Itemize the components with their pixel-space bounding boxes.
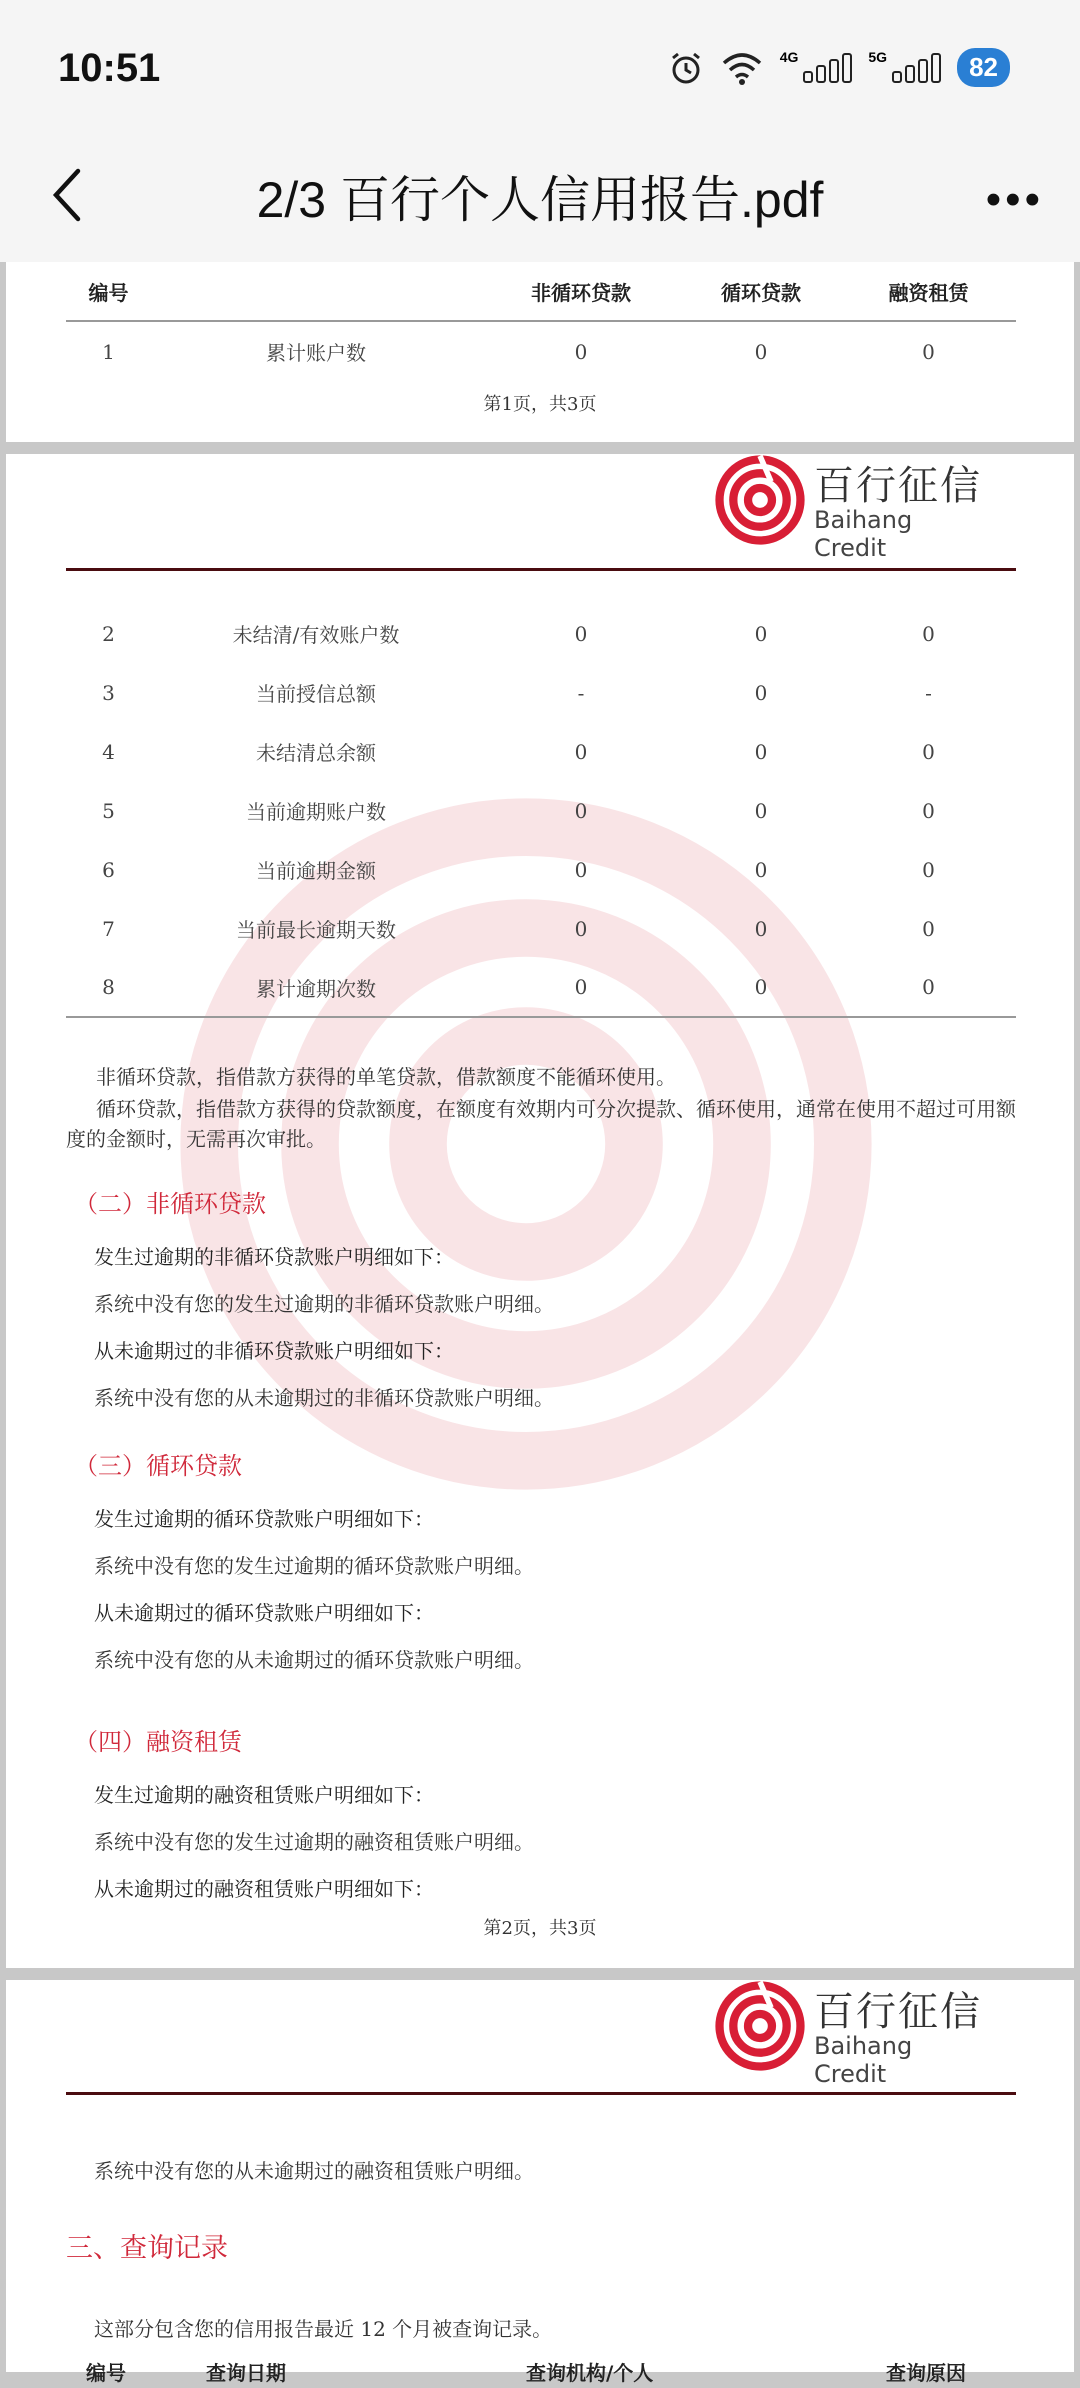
header-rule (66, 2092, 1016, 2095)
account-summary-table-p2 (66, 604, 1016, 1018)
text-line: 从未逾期过的循环贷款账户明细如下： (94, 1601, 434, 1625)
table-cell: 0 (754, 339, 768, 364)
text-line: 这部分包含您的信用报告最近 12 个月被查询记录。 (94, 2317, 553, 2341)
table-cell: 当前最长逾期天数 (236, 918, 396, 942)
text-line: 从未逾期过的融资租赁账户明细如下： (94, 1877, 434, 1901)
text-line: 发生过逾期的融资租赁账户明细如下： (94, 1783, 434, 1807)
text-line: 从未逾期过的非循环贷款账户明细如下： (94, 1339, 454, 1363)
table-row (66, 840, 1016, 899)
table-cell: - (925, 680, 932, 705)
pdf-page-3[interactable] (6, 1980, 1074, 2385)
note-revolving: 循环贷款，指借款方获得的贷款额度，在额度有效期内可分次提款、循环使用，通常在使用不超过可用额度的金额时，无需再次审批。 (66, 1097, 1016, 1151)
table-cell: 累计逾期次数 (256, 976, 376, 1001)
table-row (66, 722, 1016, 781)
text-line: 系统中没有您的从未逾期过的循环贷款账户明细。 (94, 1648, 534, 1672)
text-line: 系统中没有您的发生过逾期的融资租赁账户明细。 (94, 1830, 534, 1854)
table-cell: 0 (922, 739, 935, 764)
wifi-icon (720, 51, 764, 85)
table-cell: 0 (574, 916, 588, 941)
document-title: 2/3 百行个人信用报告.pdf (256, 172, 824, 228)
logo-text-cn: 百行征信 (814, 463, 982, 509)
table-row (66, 958, 1016, 1017)
table-cell: 3 (102, 680, 115, 705)
table-row (66, 604, 1016, 663)
table-cell: 0 (574, 798, 588, 823)
partial-header-cell: 查询原因 (886, 2361, 966, 2385)
logo-text-cn: 百行征信 (814, 1989, 982, 2035)
logo-text-en: Baihang Credit (814, 2032, 913, 2088)
table-row (66, 321, 1016, 381)
table-cell: 4 (102, 739, 115, 764)
table-cell: 0 (754, 621, 768, 646)
pdf-page-1[interactable] (6, 262, 1074, 442)
table-cell: 未结清/有效账户数 (232, 623, 400, 647)
table-row (66, 663, 1016, 722)
table-cell: 0 (574, 857, 588, 882)
baihang-logo (714, 1980, 984, 2088)
table-cell: 当前逾期金额 (256, 859, 376, 883)
table-cell: 0 (922, 975, 935, 999)
table-cell: 0 (574, 739, 588, 764)
section-title-non-revolving: （二）非循环贷款 (74, 1190, 266, 1218)
partial-header-cell: 编号 (86, 2361, 126, 2385)
section-title-revolving: （三）循环贷款 (74, 1452, 242, 1480)
table-cell: 2 (102, 621, 115, 646)
section-title-query-records: 三、查询记录 (66, 2233, 228, 2264)
table-cell: 当前逾期账户数 (246, 800, 386, 824)
baihang-logo (714, 454, 984, 562)
account-summary-table-p1 (66, 262, 1016, 381)
text-line: 系统中没有您的从未逾期过的非循环贷款账户明细。 (94, 1386, 554, 1410)
table-cell: 0 (754, 857, 768, 882)
partial-header-cell: 查询日期 (206, 2361, 286, 2385)
more-options-icon[interactable]: ••• (985, 175, 1044, 224)
table-row (66, 899, 1016, 958)
alarm-icon (668, 50, 704, 86)
status-bar (0, 0, 1080, 140)
table-cell: 0 (754, 916, 768, 941)
status-icons (668, 48, 1010, 87)
table-cell: 累计账户数 (266, 341, 366, 365)
signal-4g-label: 4G (779, 48, 799, 65)
table-cell: 0 (754, 680, 768, 705)
table-cell: 0 (922, 339, 935, 364)
table-cell: 6 (102, 857, 115, 882)
baihang-logo-icon (714, 454, 806, 546)
text-line: 发生过逾期的循环贷款账户明细如下： (94, 1507, 434, 1531)
text-line: 系统中没有您的发生过逾期的循环贷款账户明细。 (94, 1554, 534, 1578)
table-cell: 当前授信总额 (256, 682, 376, 706)
table-cell: 8 (102, 975, 115, 999)
signal-5g-icon (868, 48, 941, 83)
battery-indicator: 82 (957, 48, 1010, 87)
header-cell (151, 262, 481, 321)
table-cell: 0 (922, 621, 935, 646)
header-cell: 非循环贷款 (481, 262, 681, 321)
page-number: 第1页，共3页 (483, 394, 597, 415)
header-cell: 融资租赁 (841, 262, 1016, 321)
header-cell: 循环贷款 (681, 262, 841, 321)
table-cell: 0 (922, 857, 935, 882)
table-cell: 0 (922, 916, 935, 941)
table-cell: 0 (574, 975, 588, 999)
baihang-logo-icon (714, 1980, 806, 2072)
table-cell: 1 (102, 339, 115, 364)
note-non-revolving: 非循环贷款，指借款方获得的单笔贷款，借款额度不能循环使用。 (96, 1065, 676, 1089)
page-number: 第2页，共3页 (483, 1918, 597, 1939)
app-bar (0, 140, 1080, 262)
table-cell: 0 (754, 975, 768, 999)
table-cell: 0 (754, 739, 768, 764)
pdf-page-2[interactable] (6, 454, 1074, 1968)
table-row (66, 781, 1016, 840)
table-cell: 0 (574, 621, 588, 646)
section-title-leasing: （四）融资租赁 (74, 1728, 242, 1756)
table-cell: 0 (922, 798, 935, 823)
header-rule (66, 568, 1016, 571)
header-cell: 编号 (66, 262, 151, 321)
text-line: 系统中没有您的从未逾期过的融资租赁账户明细。 (94, 2159, 534, 2183)
clock-time: 10:51 (58, 46, 161, 90)
text-line: 系统中没有您的发生过逾期的非循环贷款账户明细。 (94, 1292, 554, 1316)
table-header-row (66, 262, 1016, 321)
table-cell: 未结清总余额 (256, 741, 376, 765)
signal-5g-label: 5G (868, 48, 888, 65)
logo-text-en: Baihang Credit (814, 506, 913, 562)
table-cell: 7 (102, 916, 115, 941)
partial-header-cell: 查询机构/个人 (526, 2361, 654, 2385)
table-cell: - (577, 680, 585, 705)
table-cell: 5 (102, 798, 115, 823)
text-line: 发生过逾期的非循环贷款账户明细如下： (94, 1245, 454, 1269)
signal-4g-icon (779, 48, 853, 83)
table-cell: 0 (754, 798, 768, 823)
table-cell: 0 (574, 339, 588, 364)
